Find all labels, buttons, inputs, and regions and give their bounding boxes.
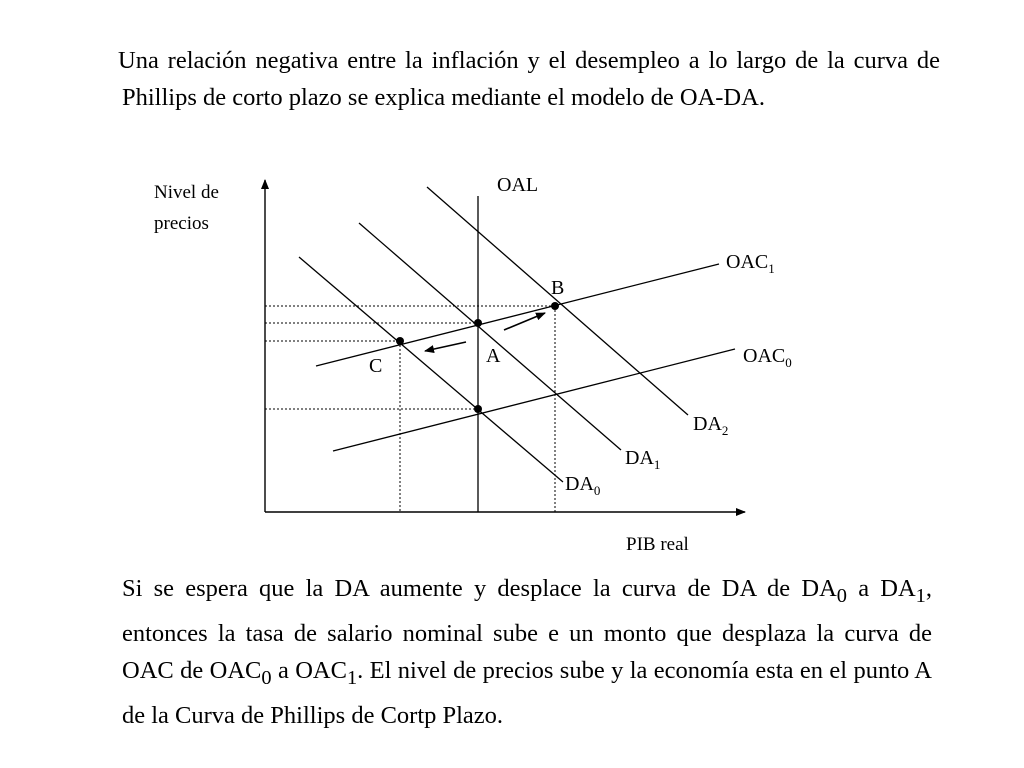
point-b-marker [551,302,559,310]
arrow-toward-b [504,313,545,330]
explanation-oac1: $OAC_1$ [295,656,358,689]
y-axis-label-line2: precios [154,213,209,234]
da0-curve [299,257,563,482]
point-b-label: B [551,277,565,299]
explanation-text-2: a [846,575,881,602]
y-axis-label-line1: Nivel de [154,182,219,203]
intro-paragraph: Una relación negativa entre la inflación y el desempleo a lo largo de la curva de Phillips de corto plazo se explica mediante el modelo de OA-DA. [118,47,940,111]
da0-label: $DA_0$ [565,473,601,498]
explanation-oac0: $OAC_0$ [209,656,272,689]
explanation-text-1: Si se espera que la DA aumente y desplace la curva de DA de [122,575,802,602]
explanation-text-3: , entonces la tasa de salario nominal sube e un monto que desplaza la curva de OAC de [122,575,932,684]
da2-label: $DA_2$ [693,413,729,438]
point-a-label: A [486,345,501,367]
point-c-marker [396,337,404,345]
da1-label: $DA_1$ [625,447,661,472]
guide-lines [265,306,555,512]
explanation-text-5: . El nivel de precios sube y la economía esta en el punto A de la Curva de Phillips de Cortp Plazo. [122,656,932,729]
explanation-text-4: a [271,656,296,684]
explanation-paragraph [122,570,932,734]
oac1-label: $OAC_1$ [726,251,775,276]
oac1-curve [316,264,719,366]
point-c-label: C [369,355,383,377]
arrow-toward-c [425,342,466,351]
da1-curve [359,223,621,450]
oal-label: OAL [497,174,539,196]
point-a-marker [474,319,482,327]
oac0-label: $OAC_0$ [743,345,792,370]
point-initial-marker [474,405,482,413]
da2-curve [427,187,688,415]
oac0-curve [333,349,735,451]
explanation-da1: $DA_1$ [880,575,926,607]
explanation-da0: $DA_0$ [801,575,847,607]
x-axis-label: PIB real [626,534,689,555]
